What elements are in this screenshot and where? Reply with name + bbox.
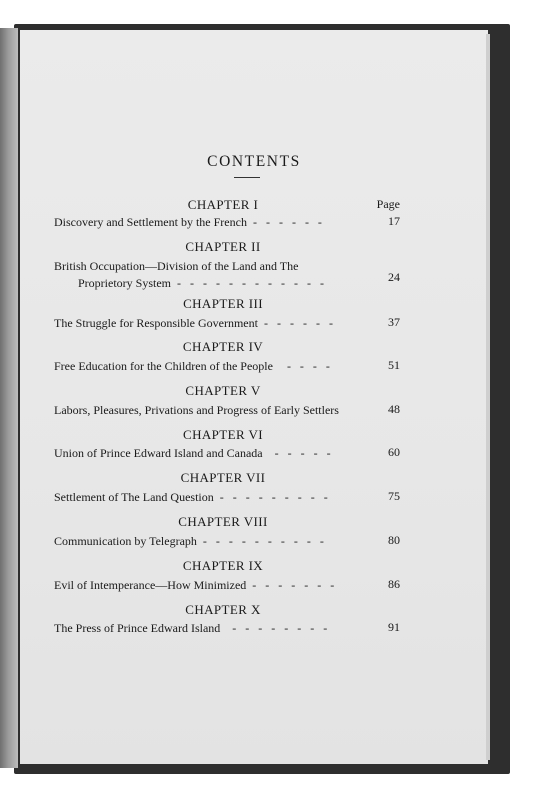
chapter-3-heading: CHAPTER III (183, 296, 263, 311)
chapter-10-dots: - - - - - - - - (232, 621, 331, 635)
chapter-3-entry (54, 315, 374, 332)
chapter-8-dots: - - - - - - - - - - (202, 534, 327, 548)
chapter-8-page: 80 (388, 533, 400, 547)
book-spine (0, 28, 18, 768)
chapter-7-dots: - - - - - - - - - (219, 490, 331, 504)
chapter-6-entry (54, 445, 374, 462)
chapter-5-entry (54, 402, 374, 419)
chapter-6-heading: CHAPTER VI (183, 427, 263, 442)
chapter-4-dots: - - - - (286, 359, 333, 373)
chapter-10-entry (54, 620, 374, 637)
chapter-2-heading: CHAPTER II (185, 239, 261, 254)
chapter-1-page: 17 (388, 214, 400, 228)
chapter-3-dots: - - - - - - (263, 316, 336, 330)
chapter-2-entry (54, 258, 374, 292)
chapter-8-entry (54, 533, 374, 550)
chapter-9-entry (54, 577, 374, 594)
chapter-4-heading: CHAPTER IV (182, 339, 264, 354)
chapter-2-title-line2: Proprietory System (78, 276, 171, 290)
chapter-2-dots: - - - - - - - - - - - - (177, 276, 327, 290)
chapter-10-page: 91 (388, 620, 400, 634)
page-edge (486, 34, 490, 760)
title-rule (234, 177, 260, 178)
chapter-6-title: Union of Prince Edward Island and Canada (54, 446, 263, 460)
chapter-9-heading: CHAPTER IX (182, 558, 264, 573)
chapter-2-page: 24 (388, 270, 400, 284)
chapter-4-entry (54, 358, 374, 375)
chapter-6-dots: - - - - - (274, 446, 334, 460)
chapter-6-page: 60 (388, 445, 400, 459)
chapter-8-heading: CHAPTER VIII (178, 514, 268, 529)
chapter-9-dots: - - - - - - - (252, 578, 338, 592)
chapter-7-entry (54, 489, 374, 506)
chapter-7-title: Settlement of The Land Question (54, 490, 214, 504)
chapter-5-title: Labors, Pleasures, Privations and Progress of Early Settlers (54, 403, 339, 417)
chapter-3-title: The Struggle for Responsible Government (54, 316, 258, 330)
chapter-1-title: Discovery and Settlement by the French (54, 215, 247, 229)
chapter-1-entry (54, 214, 374, 231)
chapter-1-dots: - - - - - - (252, 215, 325, 229)
contents-page (20, 30, 488, 764)
chapter-9-page: 86 (388, 577, 400, 591)
chapter-5-heading: CHAPTER V (185, 383, 261, 398)
chapter-2-title-line1: British Occupation—Division of the Land and The (54, 259, 299, 273)
chapter-3-page: 37 (388, 315, 400, 329)
chapter-4-title: Free Education for the Children of the People (54, 359, 273, 373)
chapter-10-title: The Press of Prince Edward Island (54, 621, 221, 635)
chapter-4-page: 51 (388, 358, 400, 372)
chapter-7-page: 75 (388, 489, 400, 503)
chapter-8-title: Communication by Telegraph (54, 534, 197, 548)
chapter-5-page: 48 (388, 402, 400, 416)
chapter-7-heading: CHAPTER VII (180, 470, 266, 485)
chapter-9-title: Evil of Intemperance—How Minimized (54, 578, 247, 592)
page-column-header: Page (376, 197, 400, 211)
page-title: CONTENTS (207, 153, 301, 170)
chapter-1-heading: CHAPTER I (187, 197, 259, 212)
chapter-10-heading: CHAPTER X (185, 602, 261, 617)
